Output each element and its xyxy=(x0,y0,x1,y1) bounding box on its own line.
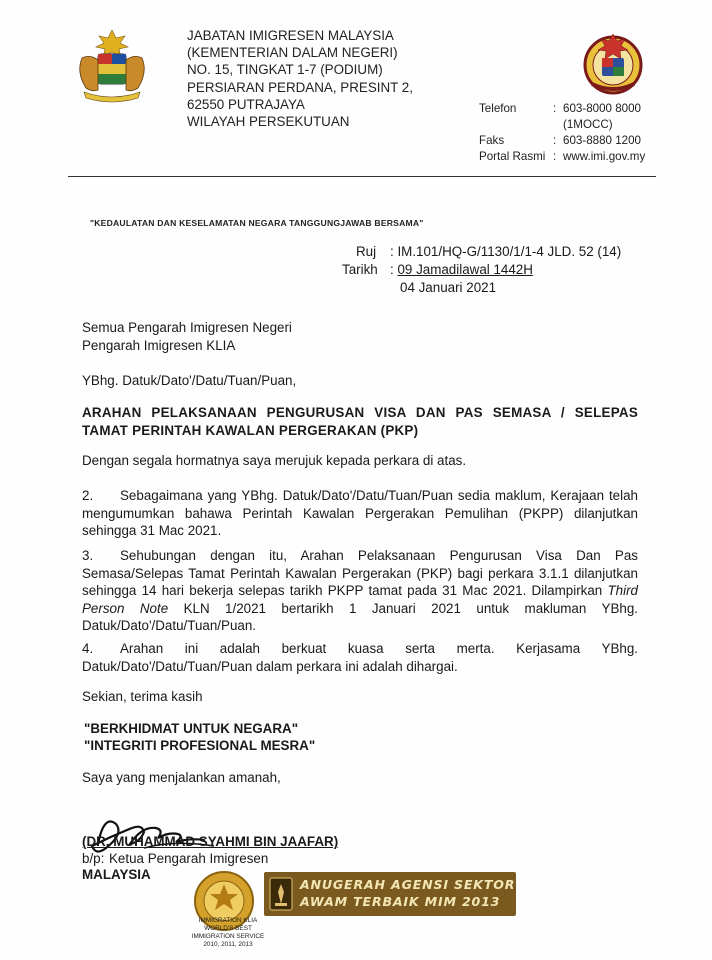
faks-value: 603-8880 1200 xyxy=(563,134,642,147)
tarikh-gregorian: 04 Januari 2021 xyxy=(400,280,497,295)
paragraph-number: 3. xyxy=(82,548,94,563)
bp-label: b/p: xyxy=(82,851,105,866)
malaysia-coat-of-arms-icon xyxy=(72,26,152,104)
closing-amanah: Saya yang menjalankan amanah, xyxy=(82,770,281,785)
ruj-value: : IM.101/HQ-G/1130/1/1-4 JLD. 52 (14) xyxy=(390,244,622,259)
award-logo-icon xyxy=(268,876,294,912)
portal-row xyxy=(479,149,673,165)
closing-thanks: Sekian, terima kasih xyxy=(82,689,203,704)
portal-label: Portal Rasmi xyxy=(479,150,546,163)
telefon-row-2 xyxy=(479,117,673,133)
slogan-1: "BERKHIDMAT UNTUK NEGARA" xyxy=(84,721,299,736)
paragraph-1: Dengan segala hormatnya saya merujuk kepada perkara di atas. xyxy=(82,453,467,468)
header-divider xyxy=(68,176,656,177)
address-line: JABATAN IMIGRESEN MALAYSIA xyxy=(187,28,394,43)
letter-subject: ARAHAN PELAKSANAAN PENGURUSAN VISA DAN PAS SEMASA / SELEPAS TAMAT PERINTAH KAWALAN PERGERAKAN (PKP) xyxy=(82,405,638,438)
paragraph-2 xyxy=(82,487,638,540)
paragraph-3-italic: Third Person Note xyxy=(82,583,638,616)
immigration-malaysia-emblem-icon xyxy=(578,28,648,98)
faks-label: Faks xyxy=(479,134,505,147)
paragraph-4-text: Arahan ini adalah berkuat kuasa serta merta. Kerjasama YBhg. Datuk/Dato'/Datu/Tuan/Puan dalam perkara ini adalah dihargai. xyxy=(82,641,638,674)
colon: : xyxy=(553,134,557,147)
caption-line: WORLD'S BEST xyxy=(204,925,252,932)
paragraph-number: 2. xyxy=(82,488,94,503)
slogan-2: "INTEGRITI PROFESIONAL MESRA" xyxy=(84,738,316,753)
portal-value: www.imi.gov.my xyxy=(563,150,646,163)
paragraph-3 xyxy=(82,547,638,635)
caption-line: IMMIGRATION SERVICE xyxy=(191,933,265,940)
title-text: Ketua Pengarah Imigresen xyxy=(109,851,269,866)
paragraph-4 xyxy=(82,640,638,675)
badge-caption xyxy=(172,917,284,949)
paragraph-3-text-b: KLN 1/2021 bertarikh 1 Januari 2021 untuk makluman YBhg. Datuk/Dato'/Datu/Tuan/Puan. xyxy=(82,600,638,634)
ruj-row xyxy=(356,243,621,261)
address-line: PERSIARAN PERDANA, PRESINT 2, xyxy=(187,79,413,95)
telefon-row xyxy=(479,101,673,117)
address-line: NO. 15, TINGKAT 1-7 (PODIUM) xyxy=(187,62,383,78)
telefon-label: Telefon xyxy=(479,102,517,115)
department-address xyxy=(187,27,413,130)
paragraph-3-text-a: Sehubungan dengan itu, Arahan Pelaksanaan Pengurusan Visa Dan Pas Semasa/Selepas Tamat Perintah Kawalan Pergerakan (PKP) bagi perkara 3.1.1 dilanjutkan sehingga 14 hari bekerja selepas tarikh PKPP tamat pada 31 Mac 2021. Dilampirkan xyxy=(82,548,638,599)
tarikh-gregorian-row xyxy=(356,279,621,297)
caption-line: 2010, 2011, 2013 xyxy=(203,941,253,948)
colon: : xyxy=(553,150,557,163)
signatory-title xyxy=(82,851,268,866)
address-line: 62550 PUTRAJAYA xyxy=(187,96,305,112)
salutation: YBhg. Datuk/Dato'/Datu/Tuan/Puan, xyxy=(82,373,297,388)
contact-block xyxy=(479,101,673,165)
tarikh-hijri: 09 Jamadilawal 1442H xyxy=(397,262,533,277)
award-text xyxy=(300,876,516,910)
national-motto: "KEDAULATAN DAN KESELAMATAN NEGARA TANGGUNGJAWAB BERSAMA" xyxy=(90,218,424,228)
reference-block xyxy=(342,243,622,297)
caption-line: IMMIGRATION KLIA xyxy=(198,917,258,924)
telefon-value: 603-8000 8000 xyxy=(563,102,642,115)
recipient-line: Pengarah Imigresen KLIA xyxy=(82,337,236,353)
paragraph-2-text: Sebagaimana yang YBhg. Datuk/Dato'/Datu/Tuan/Puan sedia maklum, Kerajaan telah mengumumkan bahawa Perintah Kawalan Pergerakan Pemulihan (PKPP) dilanjutkan sehingga 31 Mac 2021. xyxy=(82,488,638,539)
colon: : xyxy=(553,102,557,115)
signatory-name: (DR. MUHAMMAD SYAHMI BIN JAAFAR) xyxy=(82,834,339,849)
tarikh-row xyxy=(342,261,621,279)
signatory-organization: MALAYSIA xyxy=(82,867,151,882)
address-line: WILAYAH PERSEKUTUAN xyxy=(187,114,350,130)
paragraph-number: 4. xyxy=(82,641,94,656)
faks-row xyxy=(479,133,673,149)
recipients xyxy=(82,319,638,354)
recipient-line: Semua Pengarah Imigresen Negeri xyxy=(82,320,292,335)
award-line-2: AWAM TERBAIK MIM 2013 xyxy=(300,894,501,909)
ruj-label: Ruj xyxy=(356,244,377,259)
tarikh-prefix: : xyxy=(390,262,398,277)
tarikh-label: Tarikh xyxy=(342,262,378,277)
award-line-1: ANUGERAH AGENSI SEKTOR xyxy=(300,877,516,892)
address-line: (KEMENTERIAN DALAM NEGERI) xyxy=(187,45,398,61)
telefon-value-2: (1MOCC) xyxy=(563,118,613,131)
